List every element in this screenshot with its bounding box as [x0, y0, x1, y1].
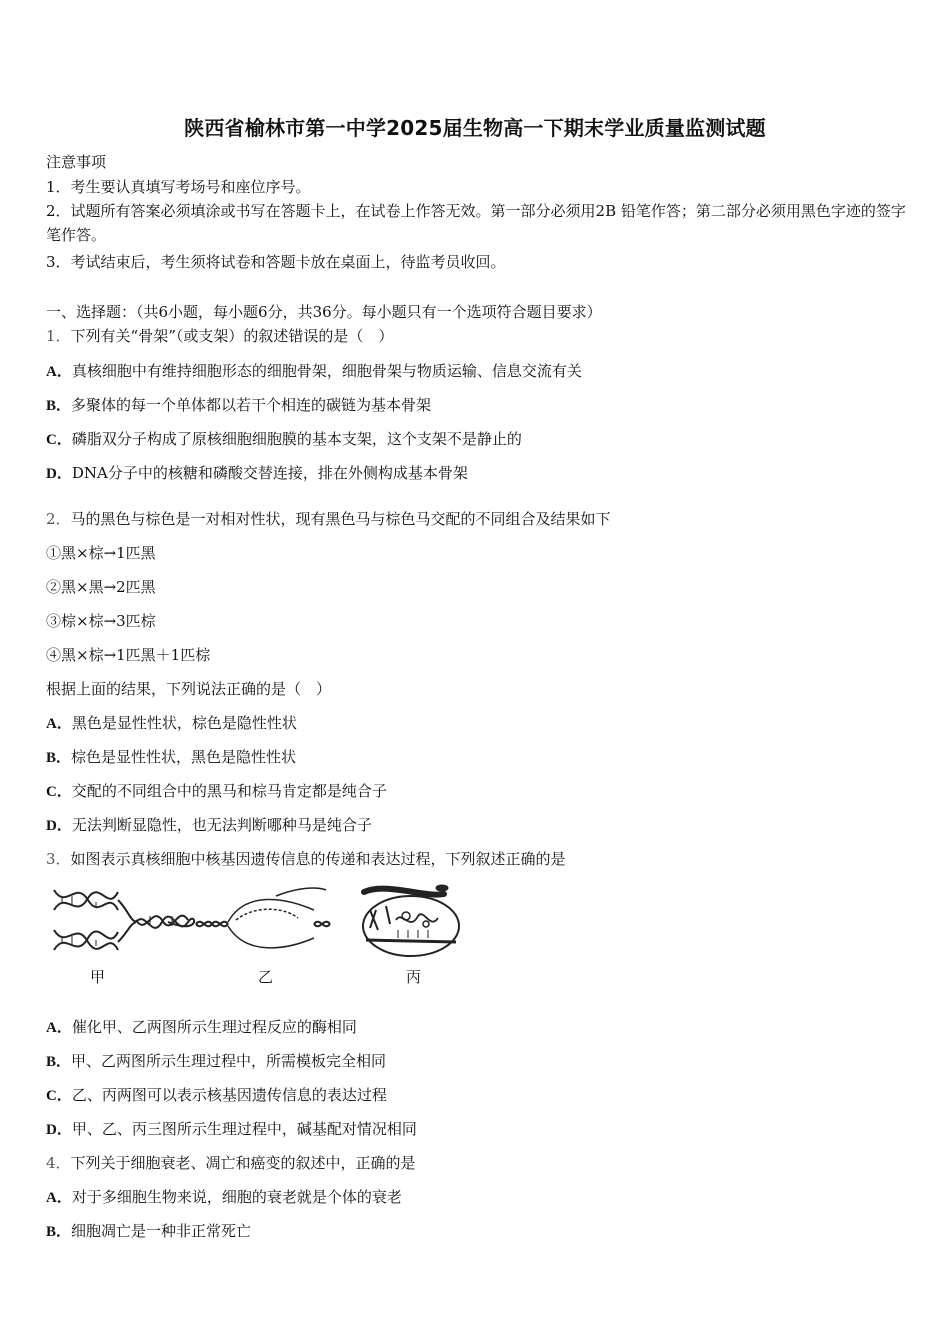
q1-option-d: [46, 463, 468, 484]
question-number: 1．: [46, 327, 71, 345]
q2-cross-2: ②黑×黑→2匹黑: [46, 578, 156, 596]
figure-label-jia: 甲: [90, 968, 106, 986]
replication-diagram: [54, 890, 194, 950]
figure-label-bing: 丙: [406, 968, 422, 986]
question-stem: 下列关于细胞衰老、凋亡和癌变的叙述中，正确的是: [70, 1154, 416, 1172]
q3-option-c: [46, 1085, 387, 1106]
question-3: [46, 849, 566, 869]
option-text: 乙、丙两图可以表示核基因遗传信息的表达过程: [71, 1086, 387, 1104]
notice-item-2: 2．试题所有答案必须填涂或书写在答题卡上，在试卷上作答无效。第一部分必须用2B 铅笔作答；第二部分必须用黑色字迹的签字笔作答。: [46, 202, 906, 244]
q2-cross-1: ①黑×棕→1匹黑: [46, 544, 156, 562]
translation-diagram: [363, 885, 459, 956]
notice-item-3: 3．考试结束后，考生须将试卷和答题卡放在桌面上，待监考员收回。: [46, 253, 506, 271]
section-heading: 一、选择题：（共6小题，每小题6分，共36分。每小题只有一个选项符合题目要求）: [46, 303, 602, 321]
q2-option-b: [46, 747, 296, 768]
option-text: 真核细胞中有维持细胞形态的细胞骨架，细胞骨架与物质运输、信息交流有关: [71, 362, 582, 380]
option-text: 甲、乙、丙三图所示生理过程中，碱基配对情况相同: [71, 1120, 417, 1138]
option-letter: D．: [46, 466, 72, 482]
q2-option-c: [46, 781, 387, 802]
option-text: 催化甲、乙两图所示生理过程反应的酶相同: [71, 1018, 357, 1036]
q4-option-a: [46, 1187, 402, 1208]
question-number: 2．: [46, 510, 71, 528]
option-letter: D．: [46, 818, 72, 834]
option-letter: A．: [46, 1190, 72, 1206]
notice-item-1: 1．考生要认真填写考场号和座位序号。: [46, 178, 311, 196]
option-text: 甲、乙两图所示生理过程中，所需模板完全相同: [71, 1052, 387, 1070]
q3-option-d: [46, 1119, 417, 1140]
q1-option-c: [46, 429, 522, 450]
notice-heading: 注意事项: [46, 153, 107, 171]
option-text: 黑色是显性性状，棕色是隐性性状: [71, 714, 297, 732]
question-2: [46, 509, 611, 529]
option-letter: B．: [46, 750, 72, 766]
question-stem: 如图表示真核细胞中核基因遗传信息的传递和表达过程，下列叙述正确的是: [70, 850, 566, 868]
option-letter: A．: [46, 1020, 72, 1036]
q2-option-a: [46, 713, 297, 734]
option-text: 交配的不同组合中的黑马和棕马肯定都是纯合子: [71, 782, 387, 800]
option-text: 无法判断显隐性，也无法判断哪种马是纯合子: [71, 816, 372, 834]
option-letter: B．: [46, 398, 72, 414]
option-letter: A．: [46, 364, 72, 380]
question-stem: 马的黑色与棕色是一对相对性状，现有黑色马与棕色马交配的不同组合及结果如下: [70, 510, 611, 528]
option-letter: B．: [46, 1054, 72, 1070]
option-text: 磷脂双分子构成了原核细胞细胞膜的基本支架，这个支架不是静止的: [71, 430, 522, 448]
option-letter: C．: [46, 1088, 72, 1104]
question-number: 4．: [46, 1154, 71, 1172]
option-letter: D．: [46, 1122, 72, 1138]
option-text: 多聚体的每一个单体都以若干个相连的碳链为基本骨架: [71, 396, 432, 414]
option-text: 棕色是显性性状，黑色是隐性性状: [71, 748, 297, 766]
option-letter: C．: [46, 432, 72, 448]
option-text: 细胞凋亡是一种非正常死亡: [71, 1222, 252, 1240]
q2-cross-3: ③棕×棕→3匹棕: [46, 612, 156, 630]
option-text: DNA分子中的核糖和磷酸交替连接，排在外侧构成基本骨架: [71, 464, 468, 482]
question-1: [46, 326, 393, 346]
option-letter: B．: [46, 1224, 72, 1240]
question-4: [46, 1153, 416, 1173]
q3-option-b: [46, 1051, 386, 1072]
q1-option-b: [46, 395, 431, 416]
page-title: 陕西省榆林市第一中学2025届生物高一下期末学业质量监测试题: [184, 116, 766, 140]
q3-option-a: [46, 1017, 357, 1038]
q2-prompt: 根据上面的结果，下列说法正确的是（ ）: [46, 680, 332, 698]
option-letter: C．: [46, 784, 72, 800]
q1-option-a: [46, 361, 582, 382]
q2-option-d: [46, 815, 372, 836]
option-letter: A．: [46, 716, 72, 732]
question-number: 3．: [46, 850, 71, 868]
q2-cross-4: ④黑×棕→1匹黑＋1匹棕: [46, 646, 211, 664]
transcription-diagram: [196, 888, 330, 948]
question-stem: 下列有关“骨架”（或支架）的叙述错误的是（ ）: [70, 327, 394, 345]
q4-option-b: [46, 1221, 251, 1242]
option-text: 对于多细胞生物来说，细胞的衰老就是个体的衰老: [71, 1188, 402, 1206]
figure-label-yi: 乙: [258, 968, 274, 986]
dna-process-figure: [46, 880, 476, 990]
